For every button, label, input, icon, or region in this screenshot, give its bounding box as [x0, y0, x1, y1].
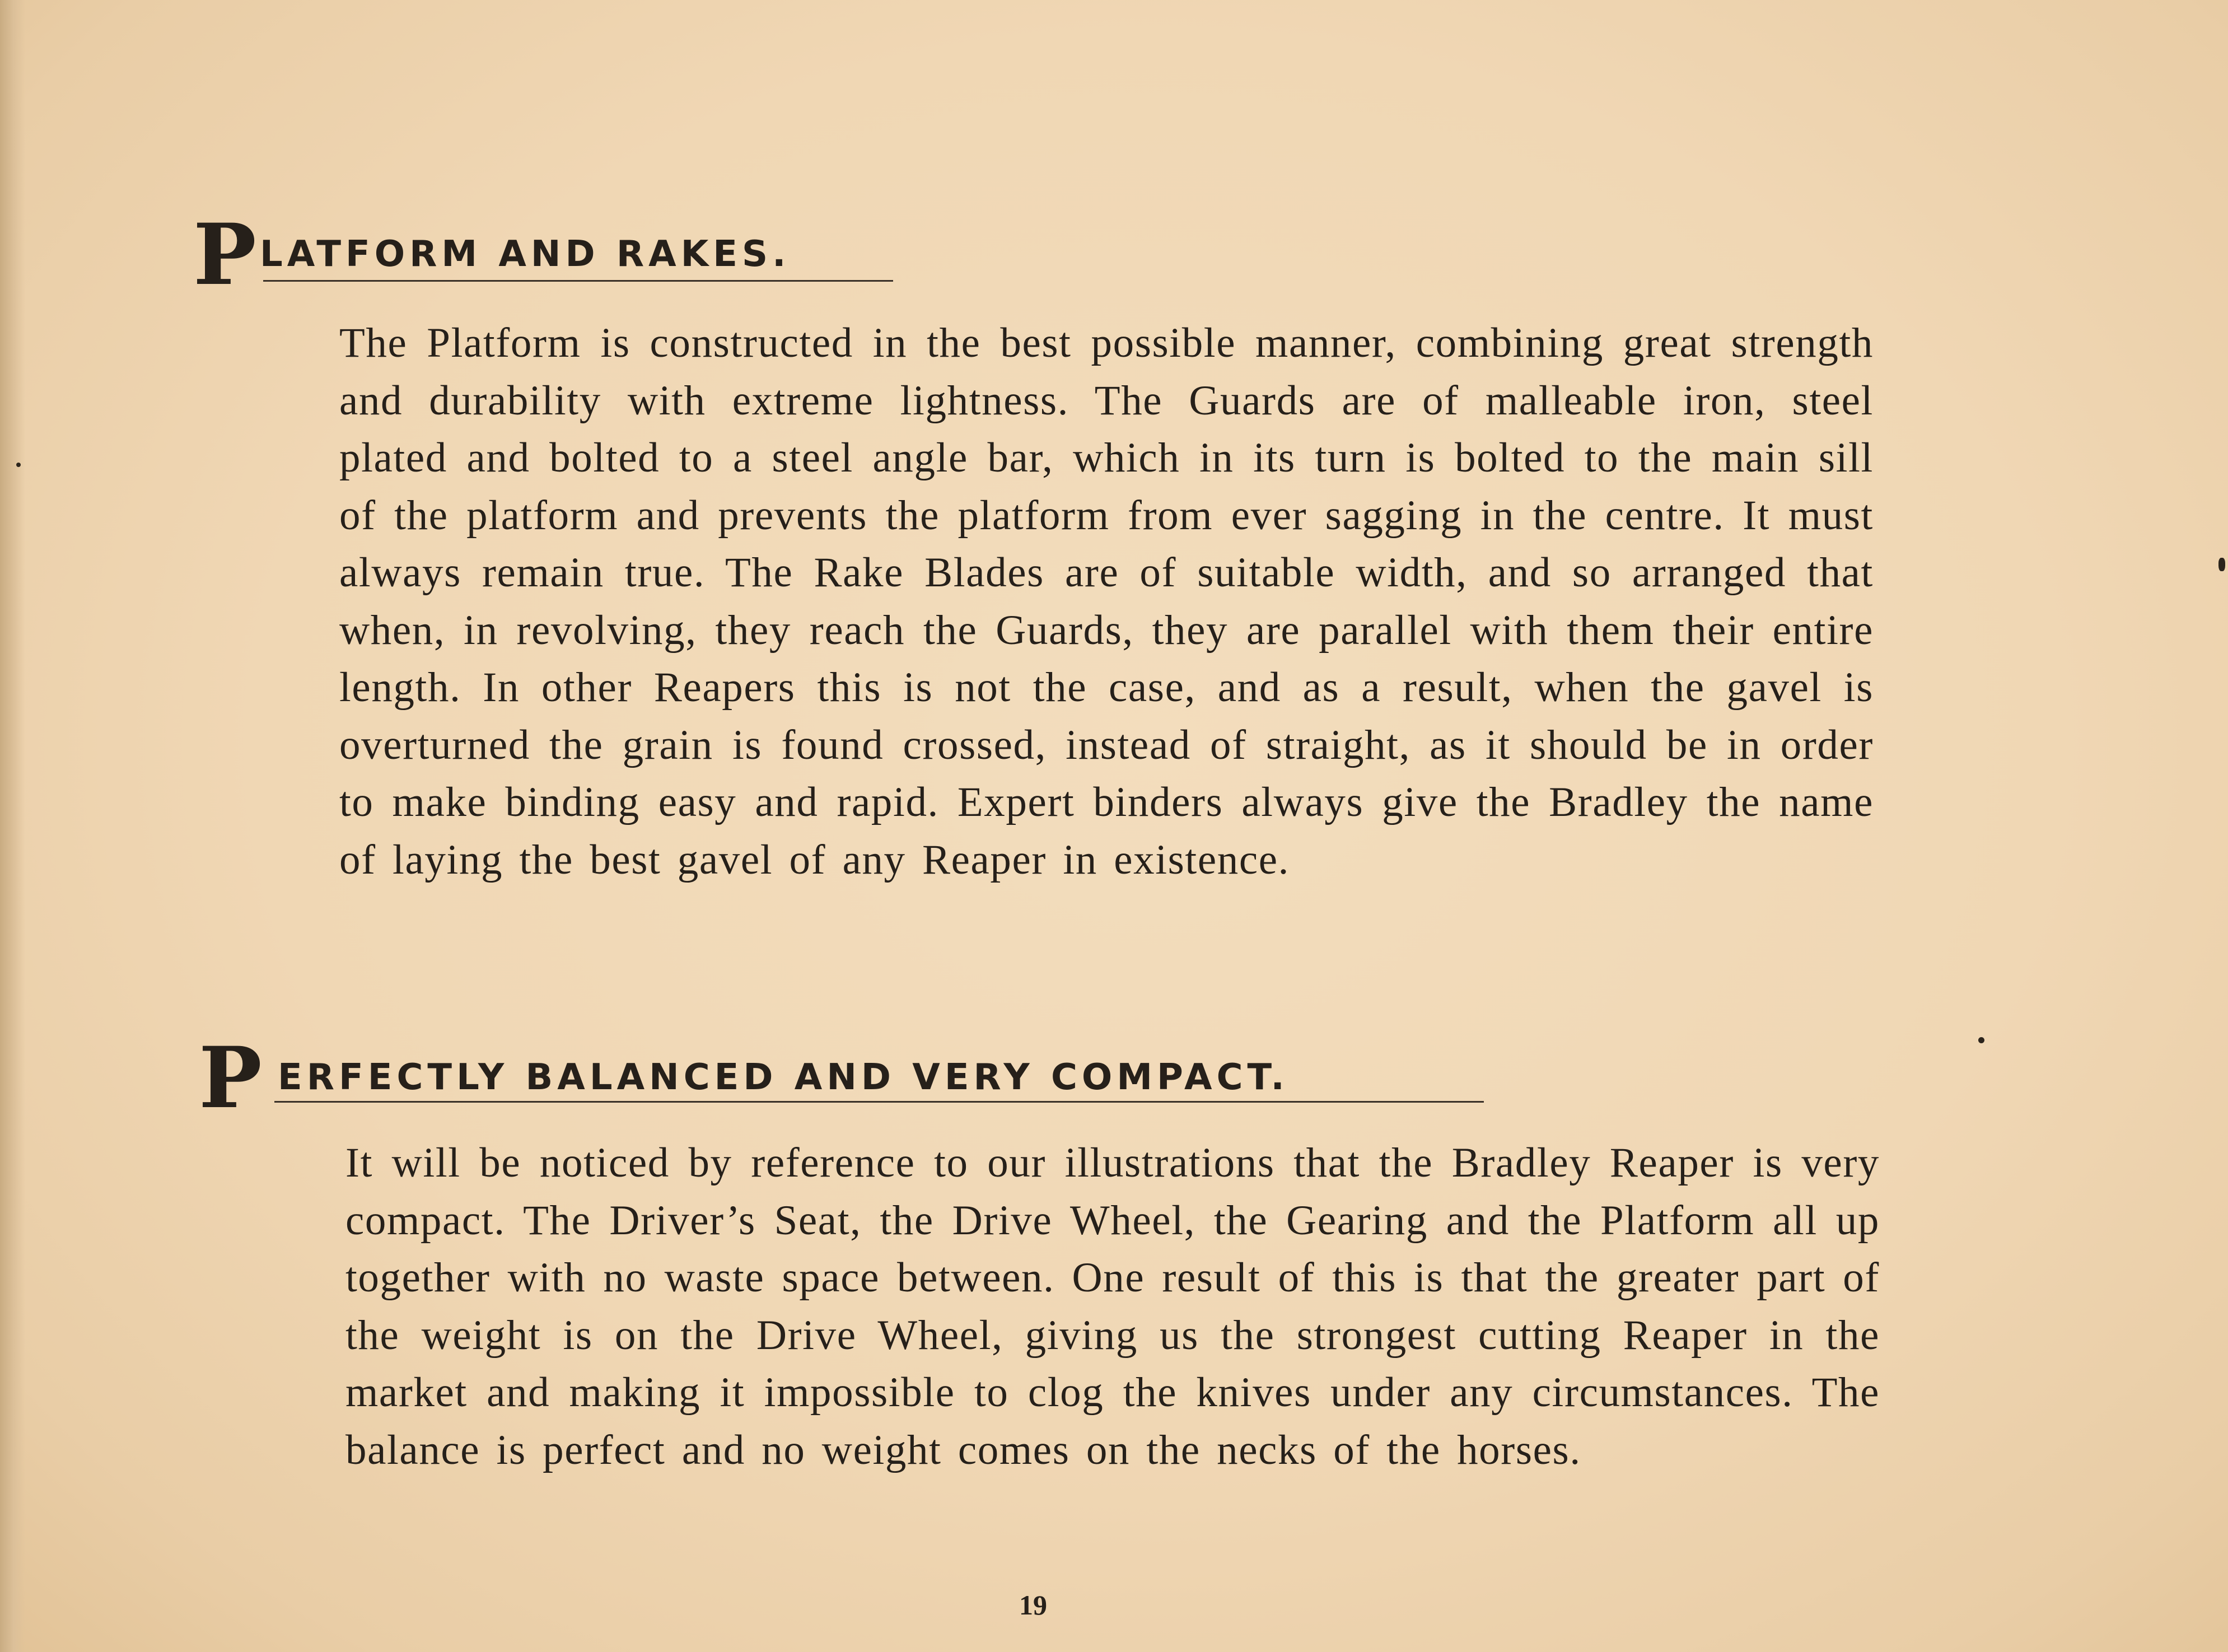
heading-underline [263, 280, 893, 282]
heading-underline [274, 1101, 1484, 1103]
print-speck [16, 463, 21, 467]
print-speck [2218, 558, 2225, 571]
heading-initial: P [199, 1029, 262, 1127]
body-paragraph: The Platform is constructed in the best possible manner, combining great strength and durability with extreme lightness. The Guards are of malleable iron, steel plated and bolted to a steel angle bar, which in its turn is bolted to the main sill of the platform and prevents the platform from ever sagging in the centre. It must always remain true. The Rake Blades are of suitable width, and so arranged that when, in revolving, they reach the Guards, they are parallel with them their entire length. In other Reapers this is not the case, and as a result, when the gavel is overturned the grain is found crossed, instead of straight, as it should be in order to make binding easy and rapid. Expert binders always give the Bradley the name of laying the best gavel of any Reaper in existence. [339, 320, 1874, 883]
page-edge-shadow [0, 0, 25, 1652]
heading-text: ERFECTLY BALANCED AND VERY COMPACT. [278, 1057, 1289, 1098]
heading-initial: P [193, 206, 256, 304]
page-number: 19 [1019, 1589, 1047, 1621]
body-paragraph: It will be noticed by reference to our illustrations that the Bradley Reaper is very compact. The Driver’s Seat, the Drive Wheel, the Gearing and the Platform all up together with no waste space between. One result of this is that the greater part of the weight is on the Drive Wheel, giving us the strongest cutting Reaper in the market and making it impossible to clog the knives under any circumstances. The balance is perfect and no weight comes on the necks of the horses. [345, 1140, 1880, 1473]
print-speck [1978, 1037, 1984, 1043]
heading-text: LATFORM AND RAKES. [260, 234, 791, 275]
